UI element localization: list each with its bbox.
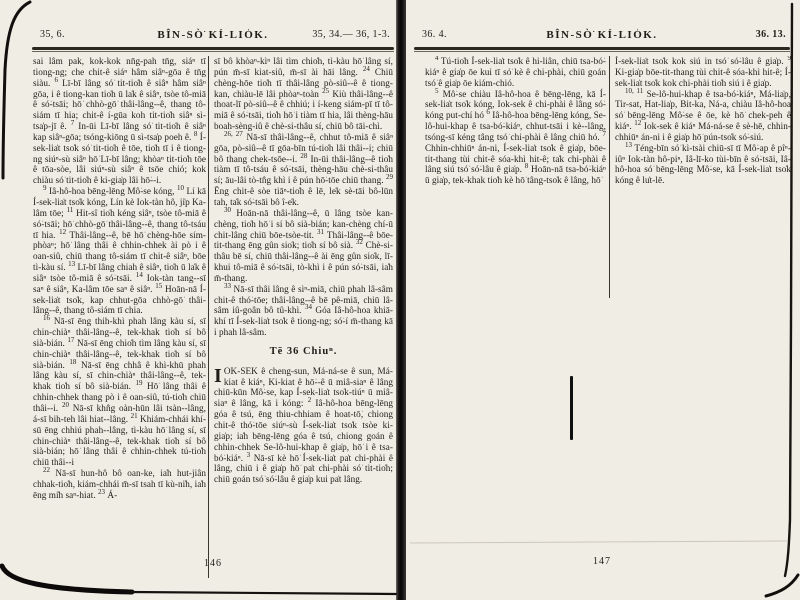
body-paragraph: $^{22}$ Nā-sī hun-hô bô oan-ke, ia̍h hut-jiân chhak-tio̍h, kiám-chhái m̄-sī tsah tī kù-ni̍h, ia̍h ēng mi̍h saⁿ-hiat. $^{23}$ Á- xyxy=(33,466,206,500)
left-page-column-1 xyxy=(33,56,206,580)
body-paragraph: $^{16}$ Nā-sī ēng thih-khì phah lâng kàu sí, sī chin-chiàⁿ thâi-lâng--ê, tek-khak tio̍h sí bô sià-bián. $^{17}$ Nā-sī ēng chio̍h tìm lâng kàu sí, sī chin-chiàⁿ thâi-lâng--ê, tek-khak tio̍h sí bô sià-bián. $^{18}$ Nā-sī ēng chhâ ê khì-khū phah lâng kàu sí, sī chin-chiàⁿ thâi-lâng--ê, tek-khak tio̍h sí bô sià-bián. $^{19}$ Hō͘ lâng thâi ê chhin-chhek thang pò i ê oan-siû, tú-tio̍h chiū thâi--i. $^{20}$ Nā-sī khn̂g oàn-hūn lâi tsàn--lâng, á-sī bih-teh lâi hiat--lâng. $^{21}$ Khiám-chhái khí-sū ēng chhiú phah--lâng, tì-kàu hō͘ lâng sí, sī chin-chiàⁿ thâi-lâng--ê, tek-khak tio̍h sí bô sià-bián; hō͘ lâng thâi ê chhin-chhek tú-tio̍h chiū thâi--i xyxy=(33,314,206,468)
verse-number: 23 xyxy=(98,487,106,496)
right-page xyxy=(412,0,792,600)
scan-artifact-mark xyxy=(570,376,573,440)
verse-number: 32 xyxy=(355,238,363,247)
header-rule xyxy=(32,47,394,52)
verse-number: 2 xyxy=(307,396,312,405)
verse-number: 13 xyxy=(68,260,76,269)
body-paragraph: $^5$ Mô͘-se chiàu Iâ-hô-hoa ê bēng-lēng, kā Í-sek-lia̍t tso̍k kóng, Iok-sek ê chi-phài ê lâng só͘-kóng put-chí hó $^6$ Iâ-hô-hoa bēng-lēng kóng, Se-lô-hui-khap ê tsa-bó͘-kiáⁿ, chhut-tsāi i kè--lâng, tsóng-sī kéng tâng tsó͘ chi-phài ê lâng chiū hó. $^7$ Chhin-chhiūⁿ án-ni, Í-sek-lia̍t tso̍k ê gia̍p, bōe-tit-thang tùi chit-ê sóa-khì hit-ê; ta̍k chi-phài ê lâng siú tsó͘ só͘-lâu ê gia̍p. $^8$ Hoān-nā tsa-bó͘-kiáⁿ ū gia̍p, tek-khak tio̍h kè hō͘ tâng-tso̍k ê lâng, hō͘ xyxy=(425,86,606,186)
right-page-column-1 xyxy=(425,56,606,556)
verse-number: 5 xyxy=(435,86,439,95)
header-verse-ref-right: 36. 13. xyxy=(755,29,786,40)
verse-number: 22 xyxy=(43,466,50,475)
verse-number: 24 xyxy=(362,64,370,73)
body-paragraph: $^{33}$ Nā-sī thâi lâng ê sìⁿ-miā, chiū phah lâ-sâm chit-ê thó͘-tōe; thâi-lâng--ê bē pê-miā, chiū lâ-sâm iû-goân bô tû-khì. $^{34}$ Góa Iâ-hô-hoa khiā-khí tī Í-sek-lia̍t tso̍k ê tiong-ng; só͘-í m̄-thang kā i phah lâ-sâm. xyxy=(214,281,393,338)
header-rule xyxy=(414,47,790,52)
verse-number: 34 xyxy=(304,303,312,312)
verse-number: 9 xyxy=(787,56,791,62)
body-paragraph: Í-sek-lia̍t tso̍k kok siú in tsó͘ só͘-lâu ê gia̍p. $^9$ Ki-gia̍p bōe-tit-thang tùi chit-ê sóa-khì hit-ê; Í-sek-lia̍t tso̍k kok chi-phài tio̍h siú i ê gia̍p. xyxy=(615,56,791,88)
verse-number: 12 xyxy=(634,119,642,128)
verse-number: 12 xyxy=(59,227,67,236)
chapter-heading: Tē 36 Chiuⁿ. xyxy=(269,345,338,357)
verse-number: 10 xyxy=(176,184,184,193)
body-paragraph: $^{30}$ Hoān-nā thâi-lâng--ê, ū lâng tsòe kan-chèng, tio̍h hō͘ i sí bô sià-bián; kan-chèng chí-ū chit-lâng chiū bōe-tsòe-tit. $^{31}$ Thâi-lâng--ê bōe-tit-thang ēng gûn sio̍k; tio̍h sí bô sià. $^{32}$ Chè-si-thâu bē sí, chiū thâi-lâng--ê ài ēng gûn sio̍k, lī-khui tô-miā ê só͘-tsāi, tò-khì i ê pún só͘-tsāi, ia̍h m̄-thang. xyxy=(214,205,393,283)
header-verse-ref-left: 35, 6. xyxy=(40,29,65,40)
column-divider xyxy=(609,56,610,298)
verse-number: 8 xyxy=(524,162,529,171)
running-title: BÎN-SÒ͘ KÍ-LIO̍K. xyxy=(546,29,658,41)
verse-number: 6 xyxy=(486,108,490,117)
verse-number: 33 xyxy=(224,281,231,290)
verse-number: 11 xyxy=(66,205,74,214)
body-paragraph: $^9$ Iâ-hô-hoa bēng-lēng Mô͘-se kóng, $^{10}$ Lí kā Í-sek-lia̍t tso̍k kóng, Lín kè Iok-tàn hô, ji̍p Ka-lâm tōe; $^{11}$ Hit-sî tio̍h kéng siâⁿ, tsòe tô-miā ê só͘-tsāi; hō͘ chhò-gō͘ thâi-lâng--ê, thang tô-tsáu tī hia. $^{12}$ Thâi-lâng--ê, bē hō͘ chèng-hōe sím-phòaⁿ; hō͘ lâng thâi ê chhin-chhek ài pò i ê oan-siû, chiū thang tô-siám tī chit-ê siâⁿ, bōe tì-kàu sí. $^{13}$ Lī-bī lâng chiah ê siâⁿ, tio̍h ū la̍k ê siâⁿ tsòe tô-miā ê só͘-tsāi. $^{14}$ Iok-tàn tang--sī saⁿ ê siâⁿ, Ka-lâm tōe saⁿ ê siâⁿ. $^{15}$ Hoān-nā Í-sek-lia̍t tso̍k, kap chhut-gōa chhò-gō͘ thâi-lâng--ê, thang tô-siám tī chia. xyxy=(33,184,206,316)
header-verse-ref-left: 36. 4. xyxy=(422,29,447,40)
column-divider xyxy=(208,56,209,578)
verse-number: 15 xyxy=(155,281,163,290)
verse-number: 7 xyxy=(70,119,75,128)
right-page-column-2 xyxy=(615,56,791,556)
body-paragraph: sai lâm pak, kok-kok nn̄g-pah tn̄g, siáⁿ tī tiong-ng; che chit-ê siáⁿ hâm siâⁿ-gōa ê tn̄g siàu. $^6$ Lī-bī lâng só͘ tit-tio̍h ê siâⁿ hâm siâⁿ gōa, i ê tiong-kan tio̍h ū la̍k ê siâⁿ, tsòe tô-miā ê só͘-tsāi; hō͘ chhò-gō͘ thâi-lâng--ê, thang tô-siám tī hia; chit-ê í-gūa koh tit-tio̍h siâⁿ sì-tsa̍p-jī ê. $^7$ In-ūi Lī-bī lâng só͘ tit-tio̍h ê siâⁿ kap siâⁿ-gōa; tsóng-kiōng ū sì-tsa̍p poeh ê. $^8$ Í-sek-lia̍t tso̍k só͘ tit-tio̍h ê tōe, tio̍h tī i ê tiong-ng siúⁿ-sù siâⁿ hō͘ Lī-bī lâng; khòaⁿ tit-tio̍h tōe ê tōa-sòe, lâi siúⁿ-sù siâⁿ ê tsōe chió; kok chiàu só͘ tit-tio̍h ê ki-gia̍p lâi hō͘--i. xyxy=(33,56,206,186)
body-paragraph: $^{10, 11}$ Se-lô-hui-khap ê tsa-bó͘-kiáⁿ, Má-lia̍p, Tir-sat, Hat-lia̍p, Bit-ka, Ná-a, chiàu Iâ-hô-hoa só͘ bēng-lēng Mô͘-se ê ōe, kè hō͘ chek-peh ê kiáⁿ. $^{12}$ Iok-sek ê kiáⁿ Má-ná-se ê sè-hē, chhin-chhiūⁿ án-ni i ê gia̍p hō͘ pún-tso̍k só͘-siú. xyxy=(615,86,791,142)
header-verse-ref-right: 35, 34.— 36, 1-3. xyxy=(312,29,390,40)
book-spine-gutter xyxy=(396,0,406,600)
body-paragraph: $^4$ Tú-tio̍h Í-sek-lia̍t tso̍k ê hi-liân, chiū tsa-bó͘-kiáⁿ ê gia̍p ōe kui tī só͘ kè ê chi-phài, chiū goán tsó͘ ê gia̍p ōe kiám-chió. xyxy=(425,56,606,88)
right-page-header xyxy=(416,29,788,45)
verse-number: 31 xyxy=(317,227,325,236)
verse-number: 13 xyxy=(625,140,632,149)
verse-number: 29 xyxy=(386,173,393,182)
verse-number: 25 xyxy=(322,86,330,95)
left-page-header xyxy=(34,29,392,45)
verse-number: 20 xyxy=(61,401,69,409)
body-paragraph: sī bô khòaⁿ-kìⁿ lâi tìm chio̍h, tì-kàu hō͘ lâng sí, pún m̄-sī kiat-siû, m̄-sī ài hāi lâng. $^{24}$ Chiū chèng-hōe tio̍h tī thâi-lâng pò-siû--ê ê tiong-kan, chiàu-lē lâi phòaⁿ-toàn $^{25}$ Kiù thâi-lâng--ê thoat-lī pò-siû--ê ê chhiú; i í-keng siám-pī tī tô-miā ê só͘-tsāi, tio̍h hō͘ i tiàm tī hia, lâi thèng-hāu boah-sèng-iû ê chè-si-thâu sí, chiū bô tāi-chì. xyxy=(214,56,393,132)
verse-number: 8 xyxy=(193,129,198,138)
verse-number: 6 xyxy=(54,75,58,84)
verse-number: 3 xyxy=(246,450,251,459)
verse-number: 4 xyxy=(435,56,439,62)
page-number: 147 xyxy=(593,556,611,567)
verse-number: 14 xyxy=(135,270,143,279)
verse-number: 19 xyxy=(135,379,143,388)
verse-number: 16 xyxy=(43,314,50,323)
verse-number: 21 xyxy=(130,411,138,420)
verse-number: 26, 27 xyxy=(224,129,243,138)
running-title: BÎN-SÒ͘ KÍ-LIO̍K. xyxy=(157,29,269,41)
verse-number: 28 xyxy=(300,151,308,160)
drop-cap-initial: I xyxy=(214,364,222,387)
verse-number: 10, 11 xyxy=(625,86,644,95)
verse-number: 18 xyxy=(69,357,77,366)
left-page xyxy=(30,0,396,600)
verse-number: 9 xyxy=(43,184,47,193)
body-paragraph: IOK-SEK ê cheng-sun, Má-ná-se ê sun, Má-kiat ê kiáⁿ, Ki-kiat ê hō͘--ê ū miâ-siaⁿ ê lâng chiū-kūn Mô͘-se, kap Í-sek-lia̍t tso̍k-tiúⁿ ū miâ-siaⁿ ê lâng, kā i kóng: $^2$ Iâ-hô-hoa bēng-lēng góa ê tsú, ēng thiu-chhiam ê hoat-tō͘, chiong chit-ê thó͘-tōe siúⁿ-sù Í-sek-lia̍t tso̍k tsòe ki-gia̍p; ia̍h bēng-lēng góa ê tsú, chiong goán ê chhin-chhek Se-lô-hui-khap ê gia̍p, hō͘ i ê tsa-bó͘-kiáⁿ. $^3$ Nā-sī kè hō͘ Í-sek-lia̍t pa̍t chi-phài ê lâng, chiū i ê gia̍p hō͘ pa̍t chi-phài só͘ tit-tio̍h; chiū goán tsó͘ só͘-lâu ê gia̍p kui pa̍t lâng. xyxy=(214,364,393,485)
left-page-column-2 xyxy=(214,56,393,580)
body-paragraph: $^{13}$ Téng-bīn só͘ kì-tsài chiū-sī tī Mô͘-ap ê pîⁿ-iûⁿ Iok-tàn hô-piⁿ, Iâ-lī-ko tùi-bīn ê só͘-tsāi, Iâ-hô-hoa só͘ bēng-lēng Mô͘-se, kā Í-sek-lia̍t tso̍k kóng ê lu̍t-lē. xyxy=(615,140,791,186)
verse-number: 30 xyxy=(224,205,231,214)
body-paragraph: $^{26, 27}$ Nā-sī thâi-lâng--ê, chhut tô-miā ê siâⁿ gōa, pò-siû--ê tī gōa-bīn tú-tio̍h lâi thâi--i; chiū bô thang chek-tsōe--i. $^{28}$ In-ūi thâi-lâng--ê tio̍h tiàm tī tô-tsáu ê só͘-tsāi, thèng-hāu chè-si-thâu sí; āu-lâi tò-tn̂g khì i ê pún hō͘-tōe chiū thang. $^{29}$ Ēng chit-ê sòe tiāⁿ-tio̍h ê lē, le̍k sè-tāi bô-lūn tah, ta̍k só͘-tsāi bô î-e̍k. xyxy=(214,129,393,207)
verse-number: 17 xyxy=(67,335,75,344)
verse-number: 7 xyxy=(602,129,606,138)
page-number: 146 xyxy=(204,558,222,569)
